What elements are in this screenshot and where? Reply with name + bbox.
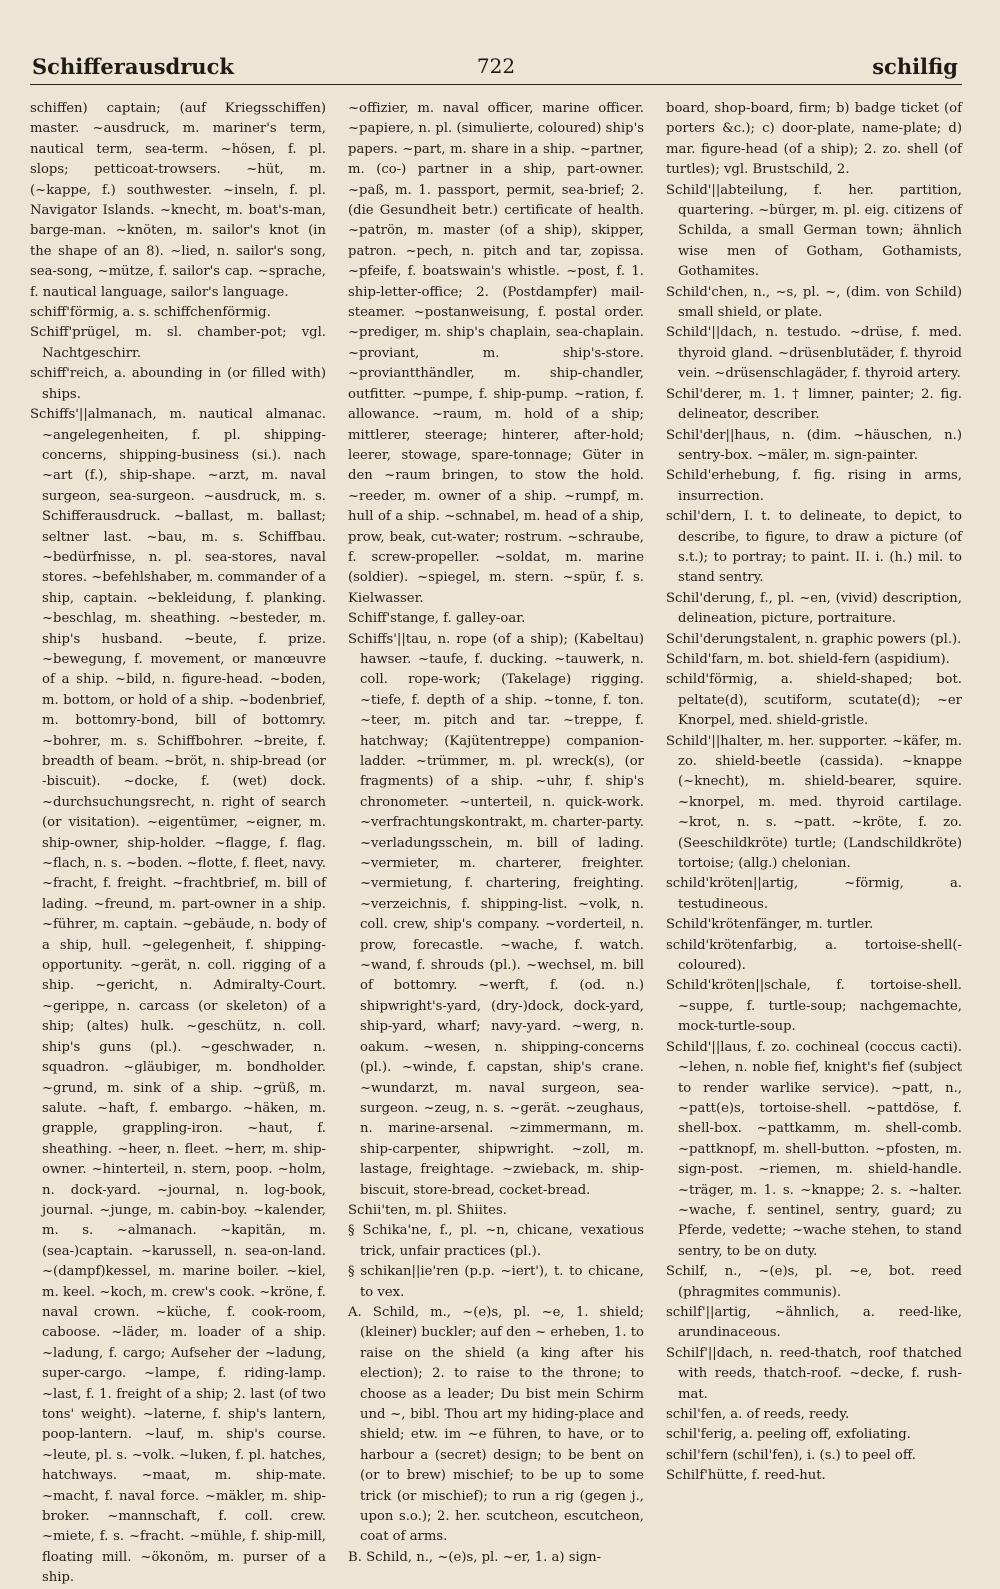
entry: schild'krötenfarbig, a. tortoise-shell(-coloured).	[666, 937, 962, 974]
column-3	[666, 99, 962, 1589]
entry: schiff'förmig, a. s. schiffchenförmig.	[30, 305, 271, 321]
entry: Schiff'prügel, m. sl. chamber-pot; vgl. Nachtgeschirr.	[30, 325, 326, 361]
entry: Schilf'||dach, n. reed-thatch, roof thatched with reeds, thatch-roof. ~decke, f. rush-mat.	[666, 1345, 962, 1402]
entry: Schild'||halter, m. her. supporter. ~käfer, m. zo. shield-beetle (cassida). ~knappe (~knecht), m. shield-bearer, squire. ~knorpel, m. med. thyroid cartilage. ~krot, n. s. ~patt. ~kröte, f. zo. (Seeschildkröte) turtle; (Landschildkröte) tortoise; (allg.) chelonian.	[666, 733, 962, 872]
entry: Schild'||dach, n. testudo. ~drüse, f. med. thyroid gland. ~drüsenblutäder, f. thyroid vein. ~drüsenschlagäder, f. thyroid artery.	[666, 325, 962, 382]
entry: Schil'derer, m. 1. † limner, painter; 2. fig. delineator, describer.	[666, 386, 962, 423]
entry: Schild'krötenfänger, m. turtler.	[666, 917, 874, 933]
entry: board, shop-board, firm; b) badge ticket (of porters &c.); c) door-plate, name-plate; d) mar. figure-head (of a ship); 2. zo. shell (of turtles); vgl. Brustschild, 2.	[666, 101, 962, 178]
entry: Schil'derungstalent, n. graphic powers (pl.).	[666, 631, 962, 647]
left-running-head: Schifferausdruck	[32, 54, 234, 79]
entry: schild'kröten||artig, ~förmig, a. testudineous.	[666, 876, 962, 912]
entry: Schild'erhebung, f. fig. rising in arms, insurrection.	[666, 468, 962, 504]
entry: ~offizier, m. naval officer, marine officer. ~papiere, n. pl. (simulierte, coloured) ship's papers. ~part, m. share in a ship. ~partner, m. (co-) partner in a ship, part-owner. ~paß, m. 1. passport, permit, sea-brief; 2. (die Gesundheit betr.) certificate of health. ~patrön, m. master (of a ship), skipper, patron. ~pech, n. pitch and tar, zopissa. ~pfeife, f. boatswain's whistle. ~post, f. 1. ship-letter-office; 2. (Postdampfer) mail-steamer. ~postanweisung, f. postal order. ~prediger, m. ship's chaplain, sea-chaplain. ~proviant, m. ship's-store. ~proviantthändler, m. ship-chandler, outfitter. ~pumpe, f. ship-pump. ~ration, f. allowance. ~raum, m. hold of a ship; mittlerer, steerage; hinterer, after-hold; leerer, stowage, spare-tonnage; Güter in den ~raum bringen, to stow the hold. ~reeder, m. owner of a ship. ~rumpf, m. hull of a ship. ~schnabel, m. head of a ship, prow, beak, cut-water; rostrum. ~schraube, f. screw-propeller. ~soldat, m. marine (soldier). ~spiegel, m. stern. ~spür, f. s. Kielwasser.	[348, 101, 644, 606]
entry: Schild'chen, n., ~s, pl. ~, (dim. von Schild) small shield, or plate.	[666, 284, 962, 321]
entry: Schild'||abteilung, f. her. partition, quartering. ~bürger, m. pl. eig. citizens of Schilda, a small German town; ähnlich wise men of Gotham, Gothamists, Gothamites.	[666, 182, 962, 280]
entry: schil'dern, I. t. to delineate, to depict, to describe, to figure, to draw a picture (of s.t.); to portray; to paint. II. i. (h.) mil. to stand sentry.	[666, 509, 962, 586]
entry: schil'fern (schil'fen), i. (s.) to peel off.	[666, 1447, 916, 1463]
entry: A. Schild, m., ~(e)s, pl. ~e, 1. shield; (kleiner) buckler; auf den ~ erheben, 1. to raise on the shield (a king after his election); 2. to raise to the throne; to choose as a leader; Du bist mein Schirm und ~, bibl. Thou art my hiding-place and shield; etw. im ~e führen, to have, or to harbour a (secret) design; to be bent on (or to brew) mischief; to be up to some trick (or mischief); to run a rig (gegen j., upon s.o.); 2. her. scutcheon, escutcheon, coat of arms.	[348, 1304, 644, 1545]
entry: Schii'ten, m. pl. Shiites.	[348, 1202, 507, 1218]
entry: Schilf'hütte, f. reed-hut.	[666, 1468, 826, 1484]
entry: § Schika'ne, f., pl. ~n, chicane, vexatious trick, unfair practices (pl.).	[348, 1223, 644, 1259]
entry: Schild'farn, m. bot. shield-fern (aspidium).	[666, 651, 950, 667]
entry: Schiff'stange, f. galley-oar.	[348, 611, 526, 627]
entry: B. Schild, n., ~(e)s, pl. ~er, 1. a) sign-	[348, 1549, 602, 1565]
right-running-head: schilfig	[872, 54, 958, 79]
entry: schild'förmig, a. shield-shaped; bot. peltate(d), scutiform, scutate(d); ~er Knorpel, med. shield-gristle.	[666, 672, 962, 729]
column-2	[348, 99, 644, 1589]
page-number: 722	[476, 54, 516, 78]
columns	[30, 99, 962, 1589]
entry: Schil'der||haus, n. (dim. ~häuschen, n.) sentry-box. ~mäler, m. sign-painter.	[666, 427, 962, 463]
entry: Schild'||laus, f. zo. cochineal (coccus cacti). ~lehen, n. noble fief, knight's fief (subject to render warlike service). ~patt, n., ~patt(e)s, tortoise-shell. ~pattdöse, f. shell-box. ~pattkamm, m. shell-comb. ~pattknopf, m. shell-button. ~pfosten, m. sign-post. ~riemen, m. shield-handle. ~träger, m. 1. s. ~knappe; 2. s. ~halter. ~wache, f. sentinel, sentry, guard; zu Pferde, vedette; ~wache stehen, to stand sentry, to be on duty.	[666, 1039, 962, 1259]
page-header	[30, 44, 962, 85]
entry: Schiffs'||tau, n. rope (of a ship); (Kabeltau) hawser. ~taufe, f. ducking. ~tauwerk, n. coll. rope-work; (Takelage) rigging. ~tiefe, f. depth of a ship. ~tonne, f. ton. ~teer, m. pitch and tar. ~treppe, f. hatchway; (Kajütentreppe) companion-ladder. ~trümmer, m. pl. wreck(s), (or fragments) of a ship. ~uhr, f. ship's chronometer. ~unterteil, n. quick-work. ~verfrachtungskontrakt, m. charter-party. ~verladungsschein, m. bill of lading. ~vermieter, m. charterer, freighter. ~vermietung, f. chartering, freighting. ~verzeichnis, f. shipping-list. ~volk, n. coll. crew, ship's company. ~vorderteil, n. prow, forecastle. ~wache, f. watch. ~wand, f. shrouds (pl.). ~wechsel, m. bill of bottomry. ~werft, f. (od. n.) shipwright's-yard, (dry-)dock, dock-yard, ship-yard, wharf; navy-yard. ~werg, n. oakum. ~wesen, n. shipping-concerns (pl.). ~winde, f. capstan, ship's crane. ~wundarzt, m. naval surgeon, sea-surgeon. ~zeug, n. s. ~gerät. ~zeughaus, n. marine-arsenal. ~zimmermann, m. ship-carpenter, shipwright. ~zoll, m. lastage, freightage. ~zwieback, m. ship-biscuit, store-bread, cocket-bread.	[348, 631, 644, 1198]
entry: schil'ferig, a. peeling off, exfoliating.	[666, 1427, 911, 1443]
entry: Schild'kröten||schale, f. tortoise-shell. ~suppe, f. turtle-soup; nachgemachte, mock-turtle-soup.	[666, 978, 962, 1035]
entry: schiff'reich, a. abounding in (or filled with) ships.	[30, 366, 326, 402]
entry: Schiffs'||almanach, m. nautical almanac. ~angelegenheiten, f. pl. shipping-concerns, shipping-business (si.). nach ~art (f.), ship-shape. ~arzt, m. naval surgeon, sea-surgeon. ~ausdruck, m. s. Schifferausdruck. ~ballast, m. ballast; seltner last. ~bau, m. s. Schiffbau. ~bedürfnisse, n. pl. sea-stores, naval stores. ~befehlshaber, m. commander of a ship, captain. ~bekleidung, f. planking. ~beschlag, m. sheathing. ~besteder, m. ship's husband. ~beute, f. prize. ~bewegung, f. movement, or manœuvre of a ship. ~bild, n. figure-head. ~boden, m. bottom, or hold of a ship. ~bodenbrief, m. bottomry-bond, bill of bottomry. ~bohrer, m. s. Schiffbohrer. ~breite, f. breadth of beam. ~bröt, n. ship-bread (or -biscuit). ~docke, f. (wet) dock. ~durchsuchungsrecht, n. right of search (or visitation). ~eigentümer, ~eigner, m. ship-owner, ship-holder. ~flagge, f. flag. ~flach, n. s. ~boden. ~flotte, f. fleet, navy. ~fracht, f. freight. ~frachtbrief, m. bill of lading. ~freund, m. part-owner in a ship. ~führer, m. captain. ~gebäude, n. body of a ship, hull. ~gelegenheit, f. shipping-opportunity. ~gerät, n. coll. rigging of a ship. ~gericht, n. Admiralty-Court. ~gerippe, n. carcass (or skeleton) of a ship; (altes) hulk. ~geschütz, n. coll. ship's guns (pl.). ~geschwader, n. squadron. ~gläubiger, m. bondholder. ~grund, m. sink of a ship. ~grüß, m. salute. ~haft, f. embargo. ~häken, m. grapple, grappling-iron. ~haut, f. sheathing. ~heer, n. fleet. ~herr, m. ship-owner. ~hinterteil, n. stern, poop. ~holm, n. dock-yard. ~journal, n. log-book, journal. ~junge, m. cabin-boy. ~kalender, m. s. ~almanach. ~kapitän, m. (sea-)captain. ~karussell, n. sea-on-land. ~(dampf)kessel, m. marine boiler. ~kiel, m. keel. ~koch, m. crew's cook. ~kröne, f. naval crown. ~küche, f. cook-room, caboose. ~läder, m. loader of a ship. ~ladung, f. cargo; Aufseher der ~ladung, super-cargo. ~lampe, f. riding-lamp. ~last, f. 1. freight of a ship; 2. last (of two tons' weight). ~laterne, f. ship's lantern, poop-lantern. ~lauf, m. ship's course. ~leute, pl. s. ~volk. ~luken, f. pl. hatches, hatchways. ~maat, m. ship-mate. ~macht, f. naval force. ~mäkler, m. ship-broker. ~mannschaft, f. coll. crew. ~miete, f. s. ~fracht. ~mühle, f. ship-mill, floating mill. ~ökonöm, m. purser of a ship.	[30, 407, 326, 1586]
column-1	[30, 99, 326, 1589]
entry: schiffen) captain; (auf Kriegsschiffen) master. ~ausdruck, m. mariner's term, nautical term, sea-term. ~hösen, f. pl. slops; petticoat-trowsers. ~hüt, m. (~kappe, f.) southwester. ~inseln, f. pl. Navigator Islands. ~knecht, m. boat's-man, barge-man. ~knöten, m. sailor's knot (in the shape of an 8). ~lied, n. sailor's song, sea-song, ~mütze, f. sailor's cap. ~sprache, f. nautical language, sailor's language.	[30, 101, 326, 300]
entry: Schilf, n., ~(e)s, pl. ~e, bot. reed (phragmites communis).	[666, 1264, 962, 1300]
entry: schil'fen, a. of reeds, reedy.	[666, 1407, 850, 1422]
entry: Schil'derung, f., pl. ~en, (vivid) description, delineation, picture, portraiture.	[666, 590, 962, 627]
entry: schilf'||artig, ~ähnlich, a. reed-like, arundinaceous.	[666, 1304, 962, 1341]
entry: § schikan||ie'ren (p.p. ~iert'), t. to chicane, to vex.	[348, 1264, 644, 1300]
